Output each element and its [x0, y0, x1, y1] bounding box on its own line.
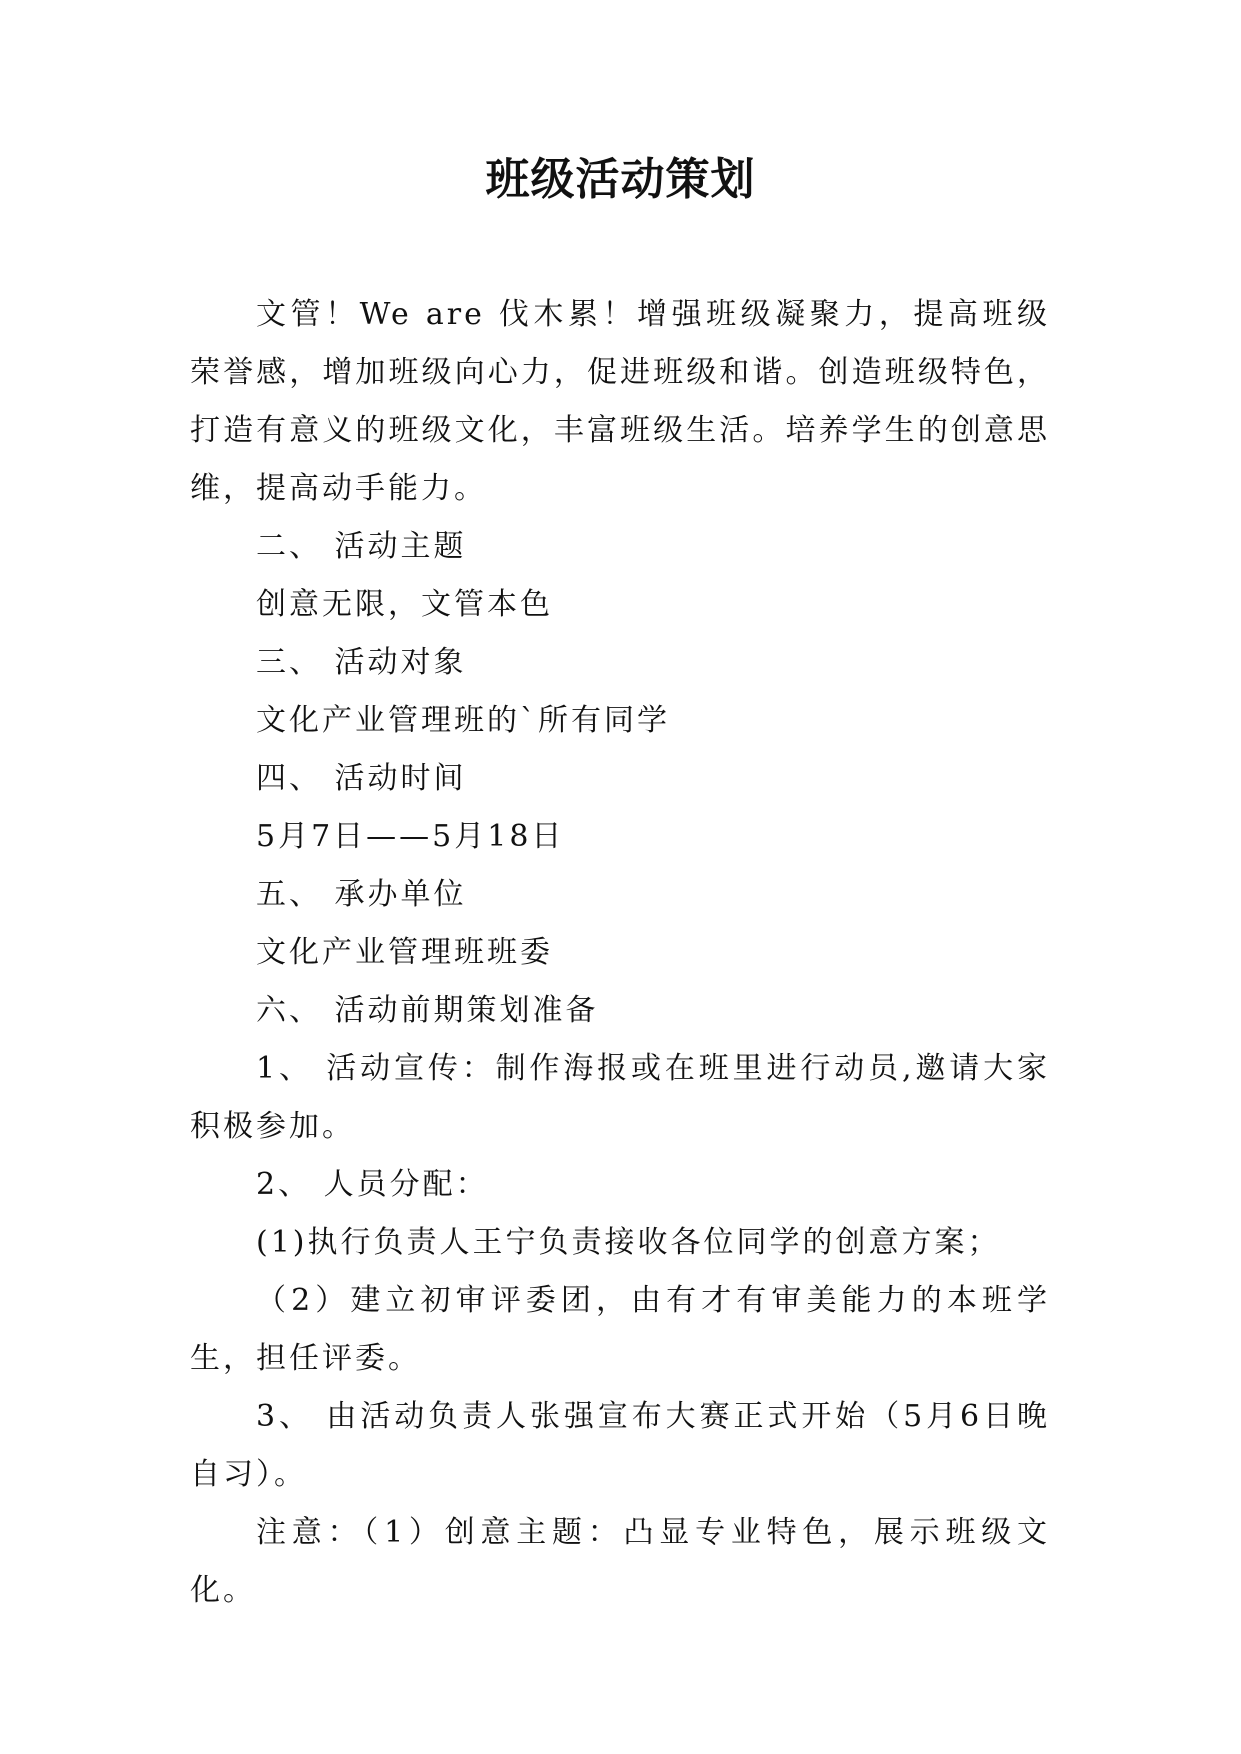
- list-item-launch: 3、 由活动负责人张强宣布大赛正式开始（5月6日晚自习）。: [190, 1399, 1050, 1492]
- list-item-publicity: 1、 活动宣传：制作海报或在班里进行动员,邀请大家积极参加。: [190, 1051, 1050, 1144]
- paragraph-theme: 创意无限，文管本色: [256, 587, 553, 622]
- sub-item-judges: （2）建立初审评委团，由有才有审美能力的本班学生，担任评委。: [190, 1283, 1050, 1376]
- sub-item-executive: (1)执行负责人王宁负责接收各位同学的创意方案；: [256, 1225, 1001, 1260]
- section-heading-organizer: 五、 承办单位: [256, 877, 467, 912]
- paragraph-time: 5月7日——5月18日: [256, 819, 565, 854]
- note-paragraph: 注意：（1）创意主题：凸显专业特色，展示班级文化。: [190, 1515, 1050, 1608]
- paragraph-organizer: 文化产业管理班班委: [256, 935, 553, 970]
- list-item-staffing: 2、 人员分配：: [256, 1167, 489, 1202]
- section-heading-time: 四、 活动时间: [256, 761, 467, 796]
- document-body: [190, 286, 1050, 1620]
- intro-paragraph: 文管！We are 伐木累！增强班级凝聚力，提高班级荣誉感，增加班级向心力，促进班级和谐。创造班级特色，打造有意义的班级文化，丰富班级生活。培养学生的创意思维，提高动手能力。: [190, 297, 1050, 506]
- section-heading-preparation: 六、 活动前期策划准备: [256, 993, 599, 1028]
- paragraph-audience: 文化产业管理班的`所有同学: [256, 703, 670, 738]
- section-heading-theme: 二、 活动主题: [256, 529, 467, 564]
- document-title: 班级活动策划: [485, 154, 756, 205]
- section-heading-audience: 三、 活动对象: [256, 645, 467, 680]
